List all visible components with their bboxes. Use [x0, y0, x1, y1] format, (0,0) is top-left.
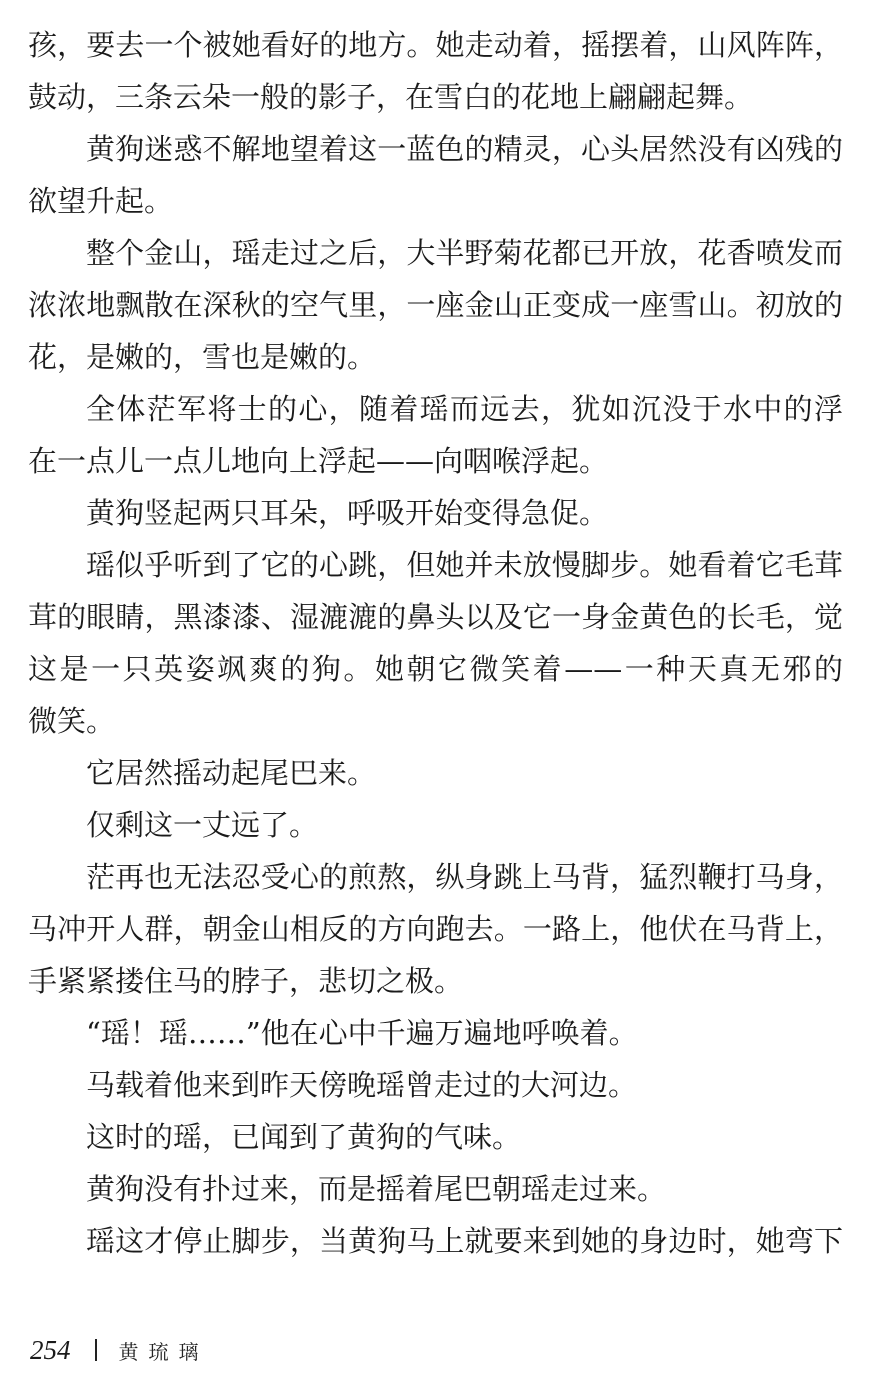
text-line: 浓浓地飘散在深秋的空气里，一座金山正变成一座雪山。初放的: [28, 288, 843, 322]
text-line: 马载着他来到昨天傍晚瑶曾走过的大河边。: [86, 1068, 638, 1102]
text-line: 全体茫军将士的心，随着瑶而远去，犹如沉没于水中的浮: [86, 392, 843, 426]
text-line: “瑶！瑶……”他在心中千遍万遍地呼唤着。: [86, 1016, 638, 1050]
text-line: 茸的眼睛，黑漆漆、湿漉漉的鼻头以及它一身金黄色的长毛，觉: [28, 600, 843, 634]
text-line: 花，是嫩的，雪也是嫩的。: [28, 340, 377, 374]
text-line: 鼓动，三条云朵一般的影子，在雪白的花地上翩翩起舞。: [28, 80, 754, 114]
text-line: 这是一只英姿飒爽的狗。她朝它微笑着——一种天真无邪的: [28, 652, 843, 686]
text-line: 黄狗竖起两只耳朵，呼吸开始变得急促。: [86, 496, 609, 530]
book-title: 黄琉璃: [118, 1339, 209, 1364]
text-line: 整个金山，瑶走过之后，大半野菊花都已开放，花香喷发而: [86, 236, 843, 270]
text-line: 茫再也无法忍受心的煎熬，纵身跳上马背，猛烈鞭打马身，: [86, 860, 843, 894]
footer-divider: [95, 1339, 97, 1361]
text-line: 手紧紧搂住马的脖子，悲切之极。: [28, 964, 464, 998]
text-line: 黄狗没有扑过来，而是摇着尾巴朝瑶走过来。: [86, 1172, 667, 1206]
body-text: [28, 19, 843, 1267]
text-line: 瑶这才停止脚步，当黄狗马上就要来到她的身边时，她弯下: [86, 1224, 843, 1258]
text-line: 在一点儿一点儿地向上浮起——向咽喉浮起。: [28, 444, 609, 478]
text-line: 它居然摇动起尾巴来。: [86, 756, 377, 790]
text-line: 瑶似乎听到了它的心跳，但她并未放慢脚步。她看着它毛茸: [86, 548, 843, 582]
text-line: 这时的瑶，已闻到了黄狗的气味。: [86, 1120, 522, 1154]
text-line: 微笑。: [28, 704, 116, 738]
text-line: 黄狗迷惑不解地望着这一蓝色的精灵，心头居然没有凶残的: [86, 132, 843, 166]
page-number: 254: [30, 1334, 71, 1365]
text-line: 孩，要去一个被她看好的地方。她走动着，摇摆着，山风阵阵，: [28, 28, 843, 62]
page-footer: [30, 1332, 209, 1368]
text-line: 仅剩这一丈远了。: [86, 808, 319, 842]
text-line: 马冲开人群，朝金山相反的方向跑去。一路上，他伏在马背上，: [28, 912, 843, 946]
text-line: 欲望升起。: [28, 184, 174, 218]
